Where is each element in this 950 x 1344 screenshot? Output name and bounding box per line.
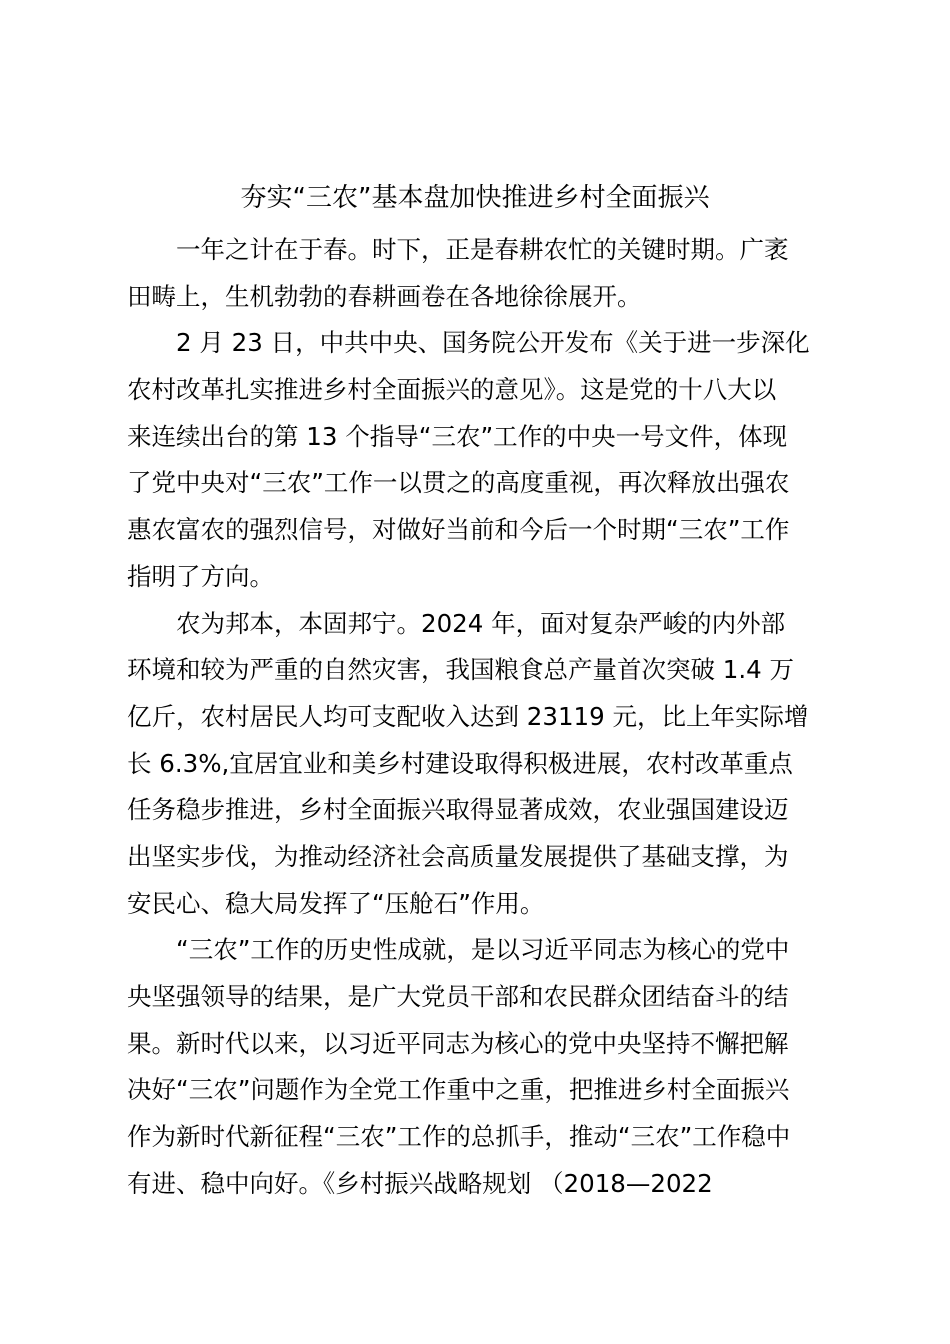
text-line: 来连续出台的第 13 个指导“三农”工作的中央一号文件，体现 bbox=[127, 421, 788, 451]
text-line: 环境和较为严重的自然灾害，我国粮食总产量首次突破 1.4 万 bbox=[127, 655, 795, 685]
text-line: 农为邦本，本固邦宁。2024 年，面对复杂严峻的内外部 bbox=[176, 608, 786, 638]
text-line: 出坚实步伐，为推动经济社会高质量发展提供了基础支撑，为 bbox=[127, 841, 789, 871]
paragraph-3 bbox=[127, 601, 847, 928]
text-line: 亿斤，农村居民人均可支配收入达到 23119 元，比上年实际增 bbox=[127, 701, 809, 731]
text-line: 有进、稳中向好。《乡村振兴战略规划 （2018—2022 bbox=[127, 1168, 713, 1198]
text-line: 惠农富农的强烈信号，对做好当前和今后一个时期“三农”工作 bbox=[127, 515, 790, 545]
text-line: 央坚强领导的结果，是广大党员干部和农民群众团结奋斗的结 bbox=[127, 982, 789, 1011]
text-line: 任务稳步推进，乡村全面振兴取得显著成效，农业强国建设迈 bbox=[127, 795, 789, 825]
text-line: 安民心、稳大局发挥了“压舱石”作用。 bbox=[127, 888, 545, 918]
text-line: 一年之计在于春。时下，正是春耕农忙的关键时期。广袤 bbox=[176, 235, 789, 264]
text-line: 决好“三农”问题作为全党工作重中之重，把推进乡村全面振兴 bbox=[127, 1075, 790, 1105]
document-title: 夯实“三农”基本盘加快推进乡村全面振兴 bbox=[240, 183, 710, 213]
paragraph-1 bbox=[127, 227, 847, 320]
text-line: 农村改革扎实推进乡村全面振兴的意见》。这是党的十八大以 bbox=[127, 375, 777, 405]
text-line: “三农”工作的历史性成就，是以习近平同志为核心的党中 bbox=[176, 935, 790, 965]
text-line: 了党中央对“三农”工作一以贯之的高度重视，再次释放出强农 bbox=[127, 468, 790, 498]
text-line: 长 6.3%,宜居宜业和美乡村建设取得积极进展，农村改革重点 bbox=[127, 748, 793, 778]
text-line: 作为新时代新征程“三农”工作的总抓手，推动“三农”工作稳中 bbox=[127, 1122, 791, 1152]
text-line: 田畴上，生机勃勃的春耕画卷在各地徐徐展开。 bbox=[127, 281, 642, 311]
text-line: 果。新时代以来，以习近平同志为核心的党中央坚持不懈把解 bbox=[127, 1028, 789, 1058]
document-body bbox=[127, 227, 847, 1207]
paragraph-2 bbox=[127, 320, 847, 600]
text-line: 2 月 23 日，中共中央、国务院公开发布《关于进一步深化 bbox=[176, 328, 810, 358]
text-line: 指明了方向。 bbox=[127, 561, 274, 591]
paragraph-4 bbox=[127, 927, 847, 1207]
